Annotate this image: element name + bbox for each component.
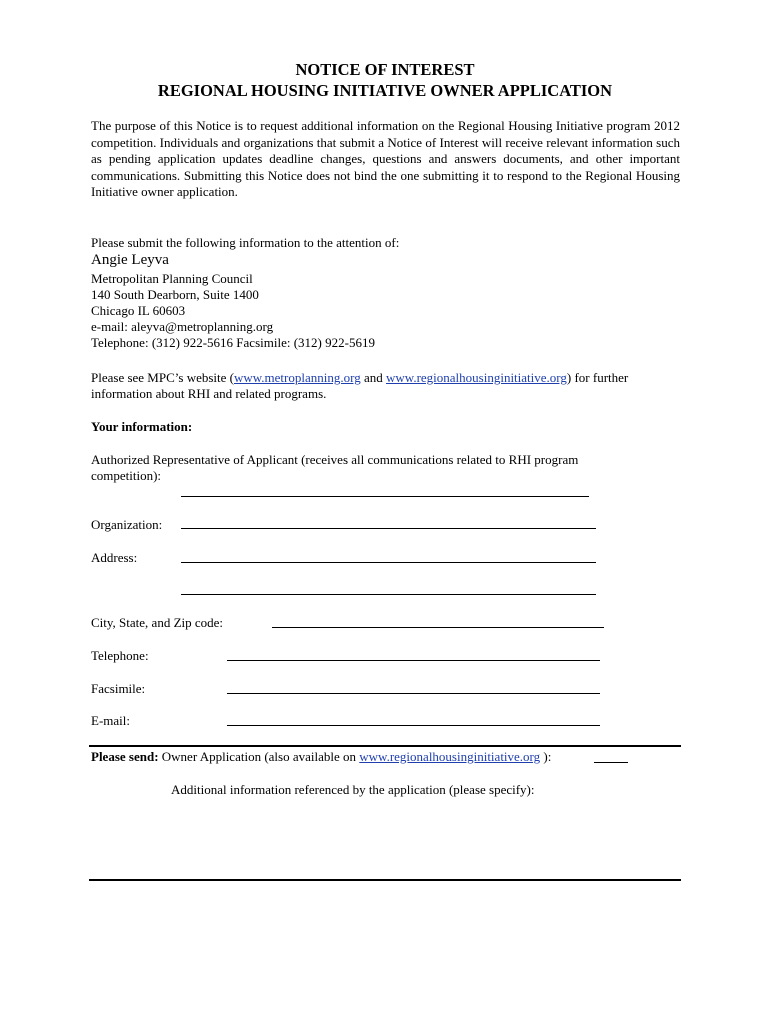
bottom-divider <box>89 879 681 881</box>
contact-email: e-mail: aleyva@metroplanning.org <box>91 319 274 334</box>
please-send-line <box>91 749 551 765</box>
representative-label-line-2: competition): <box>91 468 162 483</box>
address-field-line-2[interactable] <box>181 594 596 595</box>
owner-application-text: Owner Application (also available on <box>158 749 360 764</box>
facsimile-field[interactable] <box>227 693 600 694</box>
website-note-middle: and <box>360 370 386 385</box>
additional-information-label: Additional information referenced by the application (please specify): <box>171 782 535 797</box>
organization-field[interactable] <box>181 528 596 529</box>
document-title-line-2: REGIONAL HOUSING INITIATIVE OWNER APPLICATION <box>157 81 613 100</box>
please-send-label: Please send: <box>91 749 159 764</box>
section-divider <box>89 745 681 747</box>
your-information-heading: Your information: <box>91 419 193 434</box>
contact-name: Angie Leyva <box>91 252 169 268</box>
contact-city: Chicago IL 60603 <box>91 303 186 318</box>
facsimile-label: Facsimile: <box>91 681 146 696</box>
address-field-line-1[interactable] <box>181 562 596 563</box>
city-state-zip-label: City, State, and Zip code: <box>91 615 224 630</box>
owner-application-suffix: ): <box>540 749 552 764</box>
website-note-suffix: ) for further <box>566 370 629 385</box>
address-label: Address: <box>91 550 138 565</box>
city-state-zip-field[interactable] <box>272 627 604 628</box>
owner-application-checkbox-blank[interactable] <box>594 762 628 763</box>
metroplanning-link[interactable]: www.metroplanning.org <box>233 370 361 385</box>
website-note-prefix: Please see MPC’s website ( <box>91 370 234 385</box>
email-field[interactable] <box>227 725 600 726</box>
contact-organization: Metropolitan Planning Council <box>91 271 253 286</box>
rhi-website-link[interactable]: www.regionalhousinginitiative.org <box>386 370 567 385</box>
contact-lead: Please submit the following information to the attention of: <box>91 235 400 250</box>
representative-field[interactable] <box>181 496 589 497</box>
owner-application-link[interactable]: www.regionalhousinginitiative.org <box>359 749 541 764</box>
intro-paragraph: The purpose of this Notice is to request additional information on the Regional Housing Initiative program 2012 competition. Individuals and organizations that submit a Notice of Interest will receive relevant information such as pending application updates deadline changes, questions and answers documents, and other important communications. Submitting this Notice does not bind the one submitting it to respond to the Regional Housing Initiative owner application. <box>91 118 680 199</box>
telephone-label: Telephone: <box>91 648 149 663</box>
telephone-field[interactable] <box>227 660 600 661</box>
representative-label-line-1: Authorized Representative of Applicant (receives all communications related to RHI program <box>91 452 579 467</box>
email-label: E-mail: <box>91 713 130 728</box>
contact-phones: Telephone: (312) 922-5616 Facsimile: (312) 922-5619 <box>91 335 375 350</box>
organization-label: Organization: <box>91 517 163 532</box>
website-note-line-1 <box>91 370 628 386</box>
contact-street: 140 South Dearborn, Suite 1400 <box>91 287 259 302</box>
document-title-line-1: NOTICE OF INTEREST <box>295 60 475 79</box>
website-note-line-2: information about RHI and related programs. <box>91 386 327 401</box>
